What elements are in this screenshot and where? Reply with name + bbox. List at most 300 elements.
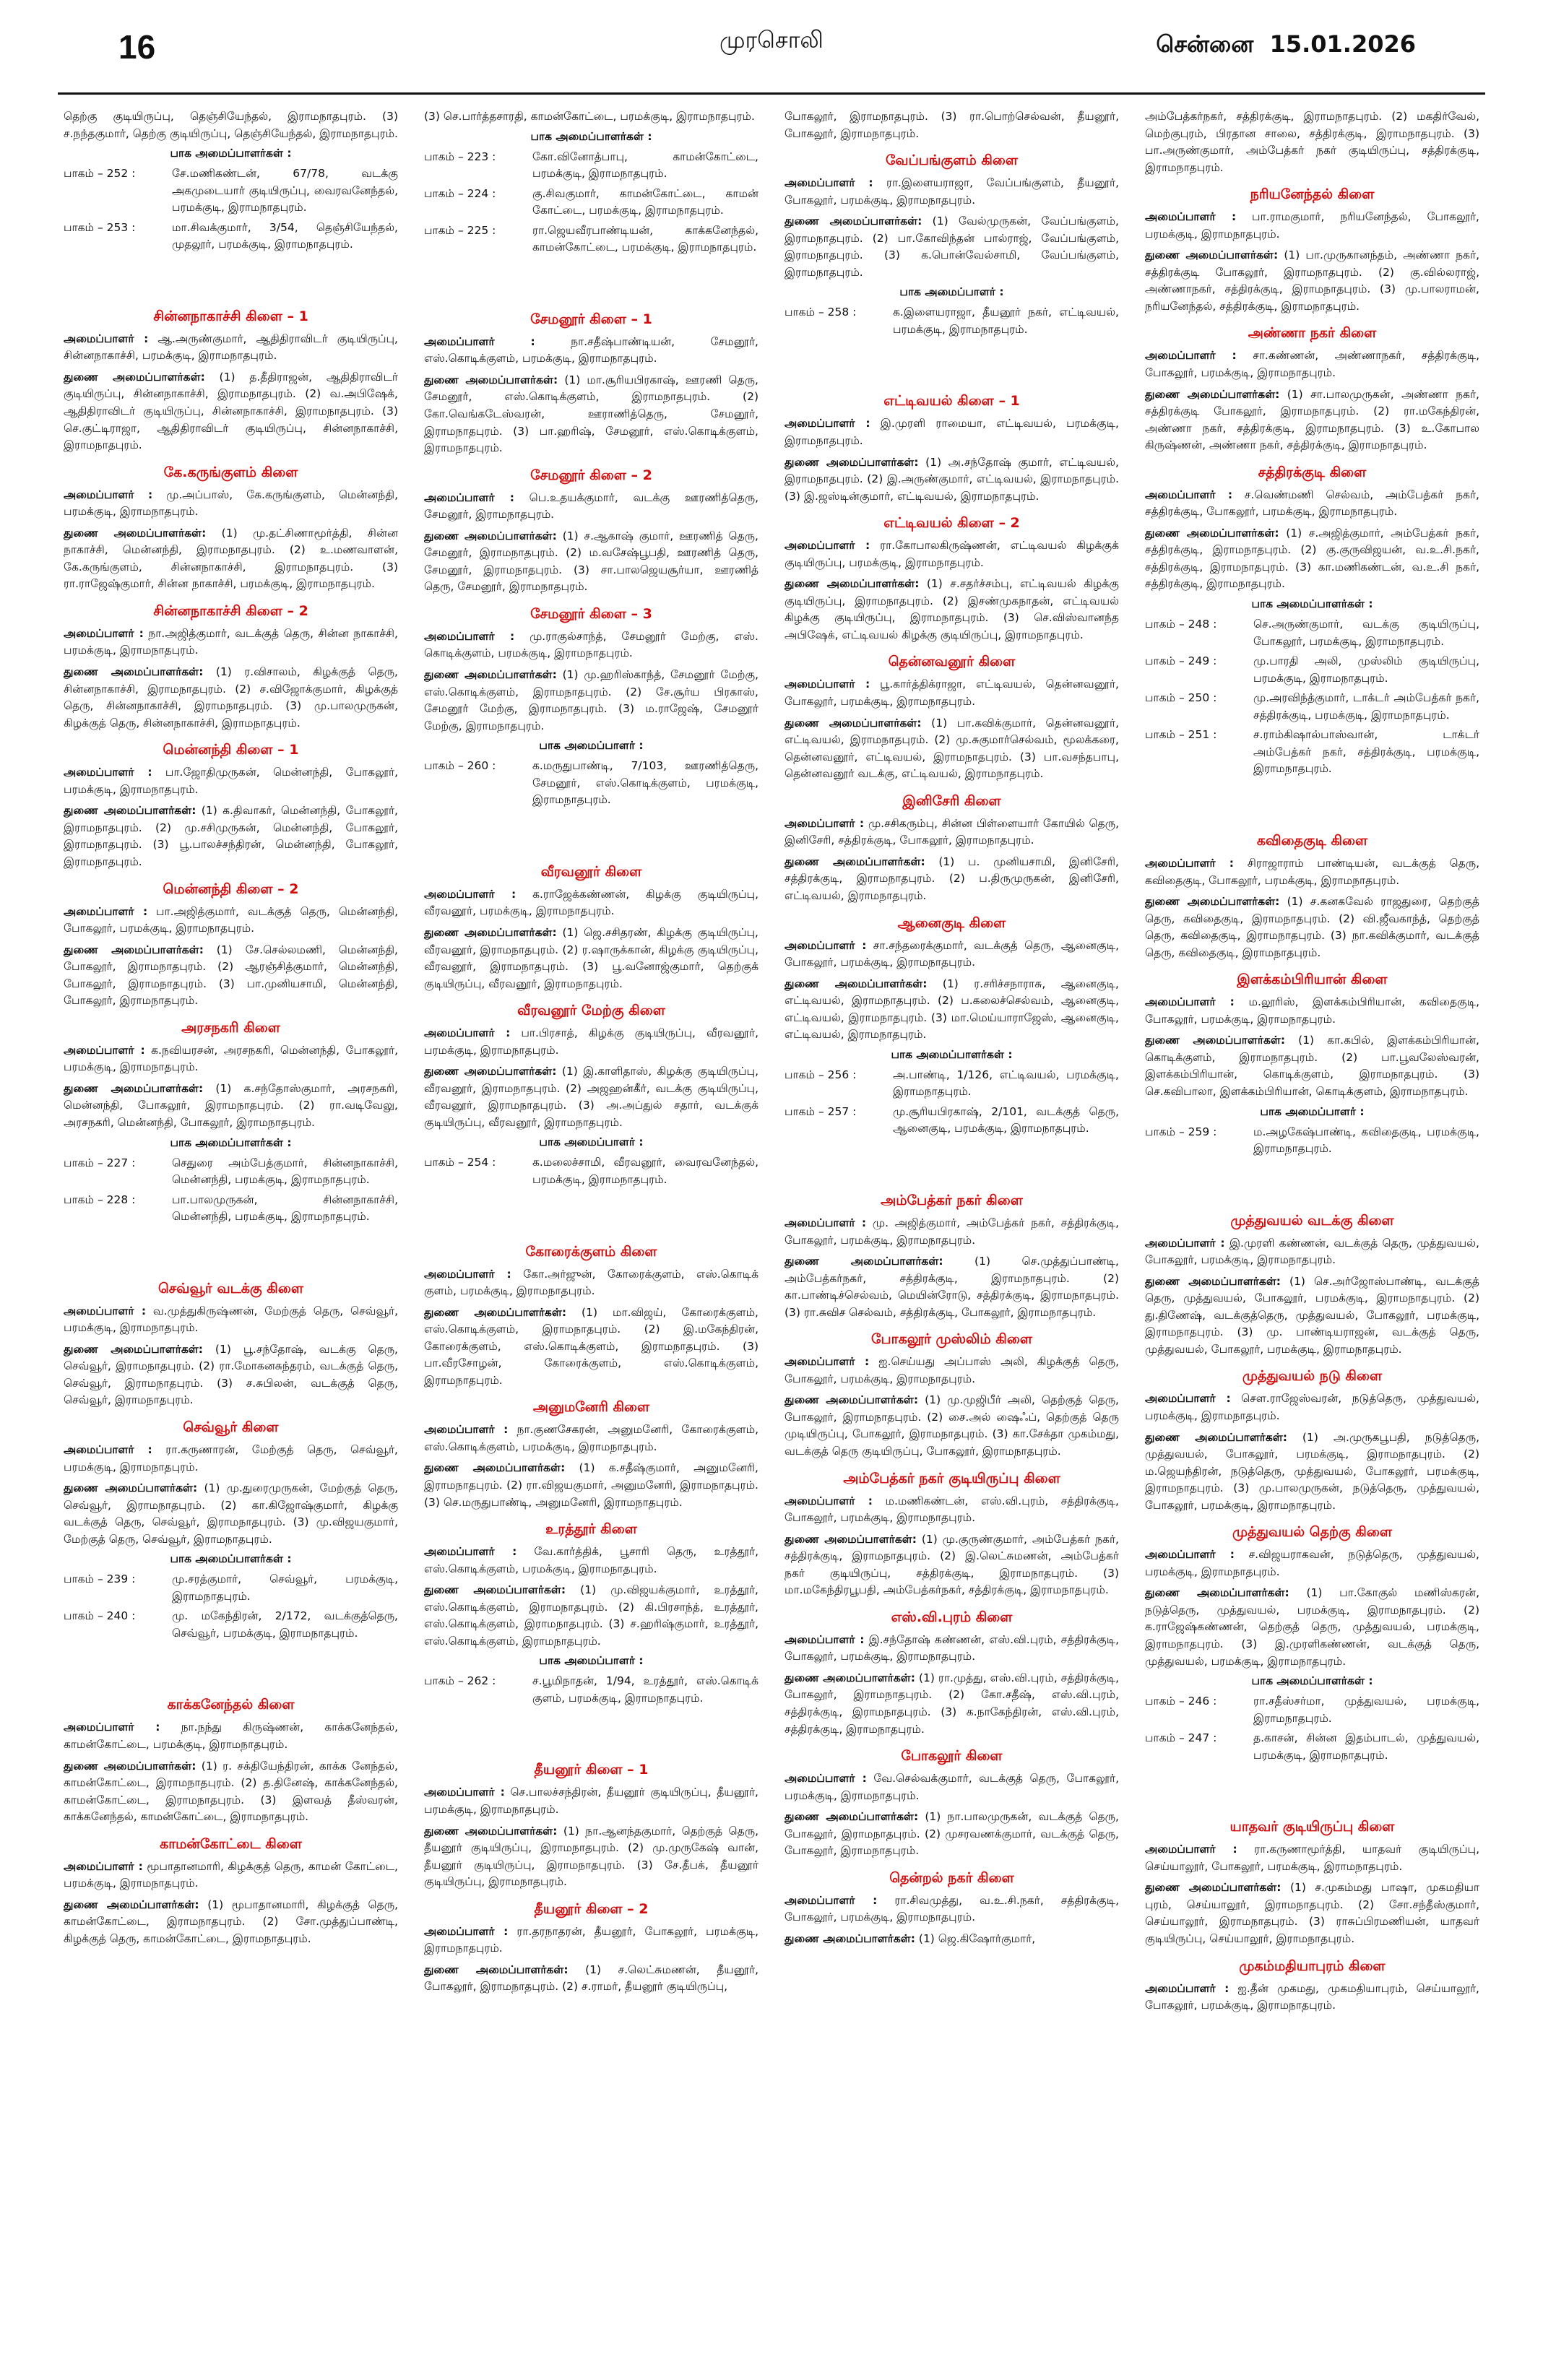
branch-heading: தென்றல் நகர் கிளை: [889, 1869, 1014, 1886]
entry-text: செள.ராஜேஸ்வரன், நடுத்தெரு, முத்துவயல், பரமக்குடி, இராமநாதபுரம்.: [1145, 1392, 1479, 1422]
member-entry: [785, 938, 1119, 972]
branch-heading: ஆனைகுடி கிளை: [897, 914, 1006, 931]
entry-text: (1) பா.கவிக்குமார், தென்னவனூர், எட்டிவயல், இராமநாதபுரம். (2) மு.சுகுமார்செல்வம், மூலக்கரை, தென்னவனூர், எட்டிவயல், இராமநாதபுரம். (3) பா.வசந்தபாபு, தென்னவனூர் வடக்கு, எட்டிவயல், இராமநாதபுரம்.: [785, 716, 1119, 781]
branch-heading: சேமனூர் கிளை – 3: [530, 605, 652, 622]
role-label: துணை அமைப்பாளர்கள்:: [1145, 1430, 1287, 1444]
entry-text: ம.மணிகண்டன், எஸ்.வி.புரம், சத்திரக்குடி, போகலூர், பரமக்குடி, இராமநாதபுரம்.: [785, 1494, 1119, 1525]
member-entry: [424, 490, 758, 524]
section-gap: [424, 1710, 758, 1752]
member-entry: [64, 802, 398, 870]
role-label: அமைப்பாளர் :: [1145, 1548, 1235, 1562]
entry-text: வே.கார்த்திக், பூசாரி தெரு, உரத்தூர், எஸ்.கொடிக்குளம், பரமக்குடி, இராமநாதபுரம்.: [424, 1545, 758, 1575]
booth-details: மு.சரத்குமார், செவ்வூர், பரமக்குடி, இராமநாதபுரம்.: [172, 1572, 398, 1603]
member-entry: [785, 1392, 1119, 1460]
entry-text: மு.சசிகரும்பு, சின்ன பிள்ளையார் கோயில் தெரு, இனிசேரி, சத்திரக்குடி, போகலூர், இராமநாதபுரம்.: [785, 816, 1119, 847]
branch-heading: இளக்கம்பிரியான் கிளை: [1237, 972, 1388, 988]
role-label: துணை அமைப்பாளர்கள்:: [785, 716, 922, 730]
entry-text: (1) அ.முருகபூபதி, நடுத்தெரு, முத்துவயல், போகலூர், பரமக்குடி, இராமநாதபுரம். (2) ம.ஜெயந்திரன், நடுத்தெரு, முத்துவயல், போகலூர், பரமக்குடி, இராமநாதபுரம். (3) மு.பாலமுருகன், நடுத்தெரு, முத்துவயல், போகலூர், பரமக்குடி, இராமநாதபுரம்.: [1145, 1430, 1479, 1512]
booth-entry: [1145, 1124, 1479, 1158]
role-label: அமைப்பாளர் :: [1145, 488, 1233, 501]
role-label: அமைப்பாளர் :: [785, 1355, 870, 1369]
member-entry: [424, 1784, 758, 1818]
member-entry: [1145, 386, 1479, 454]
member-entry: [1145, 1546, 1479, 1580]
role-label: அமைப்பாளர் :: [785, 938, 867, 952]
member-entry: [64, 525, 398, 593]
member-entry: [424, 1544, 758, 1578]
member-entry: [785, 1931, 1119, 1948]
booth-details: அ.பாண்டி, 1/126, எட்டிவயல், பரமக்குடி, இராமநாதபுரம்.: [893, 1068, 1119, 1099]
role-label: அமைப்பாளர் :: [1145, 1236, 1225, 1250]
booth-entry: [424, 1154, 758, 1188]
entry-text: (1) ச.லெட்சுமணன், தீயனூர், போகலூர், இராமநாதபுரம். (2) ச.ராமர், தீயனூர் குடியிருப்பு,: [424, 1963, 758, 1994]
member-entry: [424, 1266, 758, 1300]
booth-entry: [64, 165, 398, 217]
entry-text: செ.பாலச்சந்திரன், தீயனூர் குடியிருப்பு, தீயனூர், பரமக்குடி, இராமநாதபுரம்.: [424, 1786, 758, 1816]
member-entry: [785, 815, 1119, 849]
branch-heading: மென்னந்தி கிளை – 1: [163, 742, 299, 758]
entry-text: (1) ச.ஆகாஷ் குமார், ஊரணித் தெரு, சேமனூர், இராமநாதபுரம். (2) ம.வசேஷ்பூபதி, ஊரணித் தெரு, சேமனூர், இராமநாதபுரம். (3) சா.பாலஜெயசூர்யா, ஊரணித் தெரு, சேமனூர், இராமநாதபுரம்.: [424, 529, 758, 594]
entry-text: (1) ர.விசாலம், கிழக்குத் தெரு, சின்னநாகாச்சி, இராமநாதபுரம். (2) ச.விஜோக்குமார், கிழக்குத் தெரு, சின்னநாகாச்சி, இராமநாதபுரம். (3) மு.பாலமுருகன், கிழக்குத் தெரு, சின்னநாகாச்சி, இராமநாதபுரம்.: [64, 665, 398, 730]
section-gap: [1145, 781, 1479, 823]
role-label: துணை அமைப்பாளர்கள்:: [785, 854, 925, 868]
entry-text: வே.செல்வக்குமார், வடக்குத் தெரு, போகலூர், பரமக்குடி, இராமநாதபுரம்.: [785, 1772, 1119, 1802]
entry-text: (1) பா.முருகானந்தம், அண்ணா நகர், சத்திரக்குடி போகலூர், இராமநாதபுரம். (2) கு.வில்லராஜ், அண்ணாநகர், சத்திரக்குடி, இராமநாதபுரம். (3) மு.பாலராமன், நரியனேந்தல், சத்திரக்குடி, இராமநாதபுரம்.: [1145, 248, 1479, 313]
member-entry: [1145, 1235, 1479, 1269]
booth-details: மு.பாரதி அலி, முஸ்லிம் குடியிருப்பு, பரமக்குடி, இராமநாதபுரம்.: [1253, 654, 1479, 685]
entry-text: மு.ராகுல்சாந்த், சேமனூர் மேற்கு, எஸ். கொடிக்குளம், பரமக்குடி, இராமநாதபுரம்.: [424, 629, 758, 660]
role-label: அமைப்பாளர் :: [785, 816, 865, 830]
entry-text: மூபாதானமாரி, கிழக்குத் தெரு, காமன் கோட்டை, பரமக்குடி, இராமநாதபுரம்.: [64, 1859, 398, 1890]
member-entry: [424, 372, 758, 457]
entry-text: (1) மா.விஜய், கோரைக்குளம், எஸ்.கொடிக்குளம், இராமநாதபுரம். (2) இ.மகேந்திரன், கோரைக்குளம், எஸ்.கொடிக்குளம், இராமநாதபுரம். (3) பா.வீரசோழன், கோரைக்குளம், எஸ்.கொடிக்குளம், இராமநாதபுரம்.: [424, 1305, 758, 1387]
role-label: துணை அமைப்பாளர்கள்:: [64, 804, 196, 818]
booth-entry: [424, 758, 758, 809]
member-entry: [1145, 1273, 1479, 1359]
role-label: துணை அமைப்பாளர்கள்:: [785, 215, 922, 228]
role-label: துணை அமைப்பாளர்கள்:: [64, 526, 207, 540]
entry-text: (1) மு.ஹரிஸ்காந்த், சேமனூர் மேற்கு, எஸ்.கொடிக்குளம், இராமநாதபுரம். (2) சே.சூர்ய பிரகாஸ், சேமனூர் மேற்கு, இராமநாதபுரம். (3) ம.ராஜேஷ், சேமனூர் மேற்கு, இராமநாதபுரம்.: [424, 668, 758, 732]
role-label: துணை அமைப்பாளர்கள்:: [424, 1065, 557, 1078]
role-label: அமைப்பாளர் :: [64, 1859, 143, 1873]
branch-heading: சேமனூர் கிளை – 2: [530, 467, 652, 483]
role-label: அமைப்பாளர் :: [64, 766, 152, 779]
booth-entry: [785, 304, 1119, 338]
booth-entry: [424, 1673, 758, 1707]
column-1: [64, 108, 398, 2380]
booth-details: ம.அழகேஷ்பாண்டி, கவிதைகுடி, பரமக்குடி, இராமநாதபுரம்.: [1253, 1125, 1479, 1156]
member-entry: [785, 213, 1119, 281]
role-label: அமைப்பாளர் :: [424, 629, 515, 643]
member-entry: [64, 904, 398, 938]
entry-text: பூ.கார்த்திக்ராஜா, எட்டிவயல், தென்னவனூர், போகலூர், பரமக்குடி, இராமநாதபுரம்.: [785, 678, 1119, 709]
entry-text: (1) இ.காளிதாஸ், கிழக்கு குடியிருப்பு, வீரவனூர், இராமநாதபுரம். (2) அஜஹன்கீர், வடக்கு குடியிருப்பு, வீரவனூர், இராமநாதபுரம். (3) அ.அப்துல் சதார், வடக்குக் குடியிருப்பு, வீரவனூர், இராமநாதபுரம்.: [424, 1065, 758, 1129]
entry-text: (1) அ.சந்தோஷ் குமார், எட்டிவயல், இராமநாதபுரம். (2) இ.அருண்குமார், எட்டிவயல், இராமநாதபுரம். (3) இ.ஜஸ்டின்குமார், எட்டிவயல், இராமநாதபுரம்.: [785, 455, 1119, 503]
entry-text: அம்பேத்கர்நகர், சத்திரக்குடி, இராமநாதபுரம். (2) மகதிர்வேல், மெற்குபுரம், பிரதான சாலை, சத்திரக்குடி, இராமநாதபுரம். (3) பா.அருண்குமார், அம்பேத்கர் நகர் குடியிருப்பு, சத்திரக்குடி, இராமநாதபுரம்.: [1145, 110, 1479, 174]
booth-entry: [64, 1571, 398, 1605]
booth-entry: [1145, 690, 1479, 724]
booth-entry: [64, 1192, 398, 1226]
entry-text: (1) ர.சரிச்சநாராசு, ஆனைகுடி, எட்டிவயல், இராமநாதபுரம். (2) ப.கலைச்செல்வம், ஆனைகுடி, எட்டிவயல், இராமநாதபுரம். (3) மா.மெய்யாராஜேஸ், ஆனைகுடி, எட்டிவயல், இராமநாதபுரம்.: [785, 977, 1119, 1042]
entry-text: (3) செ.பார்த்தசாரதி, காமன்கோட்டை, பரமக்குடி, இராமநாதபுரம்.: [424, 110, 755, 123]
booth-entry: [424, 186, 758, 220]
role-label: அமைப்பாளர் :: [64, 488, 153, 501]
role-label: அமைப்பாளர் :: [424, 1026, 511, 1040]
section-subheading: பாக அமைப்பாளர்கள் :: [170, 1552, 292, 1566]
branch-heading: கோரைக்குளம் கிளை: [525, 1243, 657, 1260]
branch-heading: எட்டிவயல் கிளை – 2: [883, 515, 1020, 532]
entry-text: ரா.சிவமுத்து, வ.உ.சி.நகர், சத்திரக்குடி, போகலூர், பரமக்குடி, இராமநாதபுரம்.: [785, 1893, 1119, 1924]
entry-text: பா.ராமகுமார், நரியனேந்தல், போகலூர், பரமக்குடி, இராமநாதபுரம்.: [1145, 210, 1479, 241]
role-label: துணை அமைப்பாளர்கள்:: [64, 1759, 196, 1773]
booth-details: ரா.சதீஸ்சர்மா, முத்துவயல், பரமக்குடி, இராமநாதபுரம்.: [1253, 1695, 1479, 1725]
entry-text: பா.ஜோதிமுருகன், மென்னந்தி, போகலூர், பரமக்குடி, இராமநாதபுரம்.: [64, 766, 398, 796]
member-entry: [424, 1025, 758, 1059]
booth-details: ரா.ஜெயவீரபாண்டியன், காக்கனேந்தல், காமன்கோட்டை, பரமக்குடி, இராமநாதபுரம்.: [532, 223, 758, 254]
entry-text: (1) செ.அர்ஜோஸ்பாண்டி, வடக்குத் தெரு, முத்துவயல், போகலூர், பரமக்குடி, இராமநாதபுரம். (2) து.திணேஷ், வடக்குத்தெரு, முத்துவயல், போகலூர், பரமக்குடி, இராமநாதபுரம். (3) மு. பாண்டியராஜன், வடக்குத் தெரு, முத்துவயல், போகலூர், பரமக்குடி, இராமநாதபுரம்.: [1145, 1274, 1479, 1356]
member-entry: [64, 487, 398, 521]
entry-text: பெ.உதயக்குமார், வடக்கு ஊரணித்தெரு, சேமனூர், இராமநாதபுரம்.: [424, 490, 758, 522]
member-entry: [785, 576, 1119, 644]
entry-text: (1) ஜெ.கிஷோர்குமார்,: [918, 1931, 1036, 1945]
entry-text: (1) சே.செல்லமணி, மென்னந்தி, போகலூர், இராமநாதபுரம். (2) ஆரஞ்சித்குமார், மென்னந்தி, போகலூர், இராமநாதபுரம். (3) பா.முனியசாமி, மென்னந்தி, போகலூர், இராமநாதபுரம்.: [64, 943, 398, 1008]
booth-details: செ.அருண்குமார், வடக்கு குடியிருப்பு, போகலூர், பரமக்குடி, இராமநாதபுரம்.: [1253, 618, 1479, 648]
booth-number: பாகம் – 258 :: [785, 306, 857, 319]
booth-details: க.மலைச்சாமி, வீரவனூர், வைரவனேந்தல், பரமக்குடி, இராமநாதபுரம்.: [532, 1156, 758, 1186]
role-label: துணை அமைப்பாளர்கள்:: [1145, 1034, 1286, 1047]
entry-text: ரா.கோபாலகிருஷ்ணன், எட்டிவயல் கிழக்குக் குடியிருப்பு, பரமக்குடி, இராமநாதபுரம்.: [785, 539, 1119, 569]
role-label: துணை அமைப்பாளர்கள்:: [424, 1824, 558, 1838]
member-entry: [64, 1442, 398, 1476]
member-entry: [785, 108, 1119, 142]
role-label: அமைப்பாளர் :: [424, 1267, 511, 1281]
member-entry: [64, 1042, 398, 1076]
role-label: துணை அமைப்பாளர்கள்:: [424, 1963, 569, 1976]
booth-number: பாகம் – 253 :: [64, 220, 136, 234]
member-entry: [1145, 1981, 1479, 2015]
role-label: துணை அமைப்பாளர்கள்:: [1145, 1586, 1289, 1600]
section-gap: [424, 259, 758, 301]
booth-number: பாகம் – 249 :: [1145, 654, 1217, 668]
member-entry: [424, 1063, 758, 1131]
entry-text: (1) நா.ஆனந்தகுமார், தெற்குத் தெரு, தீயனூர் குடியிருப்பு, இராமநாதபுரம். (2) மு.முருகேஷ் வான், தீயனூர் குடியிருப்பு, இராமநாதபுரம். (3) சே.தீபக், தீயனூர் குடியிருப்பு, இராமநாதபுரம்.: [424, 1824, 758, 1889]
role-label: துணை அமைப்பாளர்கள்:: [64, 1481, 198, 1495]
role-label: அமைப்பாளர் :: [1145, 1981, 1229, 1995]
entry-text: ஆ.அருண்குமார், ஆதிதிராவிடர் குடியிருப்பு, சின்னநாகாச்சி, பரமக்குடி, இராமநாதபுரம்.: [64, 332, 398, 363]
issue-date: 15.01.2026: [1269, 30, 1416, 58]
role-label: துணை அமைப்பாளர்கள்:: [64, 665, 204, 679]
booth-entry: [785, 1067, 1119, 1101]
entry-text: ச.விஜயராகவன், நடுத்தெரு, முத்துவயல், பரமக்குடி, இராமநாதபுரம்.: [1145, 1548, 1479, 1578]
member-entry: [424, 1421, 758, 1455]
member-entry: [424, 108, 758, 126]
branch-heading: காமன்கோட்டை கிளை: [160, 1835, 302, 1852]
entry-text: (1) மு.முஜிபீர் அலி, தெற்குத் தெரு, போகலூர், இராமநாதபுரம். (2) சை.அல் ஷைஃப், தெற்குத் தெரு முடியிருப்பு, போகலூர், இராமநாதபுரம். (3) கா.சேக்தா முகம்மது, வடக்குத் தெரு குடியிருப்பு, போகலூர், இராமநாதபுரம்.: [785, 1393, 1119, 1458]
role-label: அமைப்பாளர் :: [424, 1423, 509, 1437]
entry-text: கோ.அர்ஜுன், கோரைக்குளம், எஸ்.கொடிக் குளம், பரமக்குடி, இராமநாதபுரம்.: [424, 1267, 758, 1298]
entry-text: போகலூர், இராமநாதபுரம். (3) ரா.பொற்செல்வன், தீயனூர், போகலூர், இராமநாதபுரம்.: [785, 110, 1119, 140]
branch-heading: அம்பேத்கர் நகர் குடியிருப்பு கிளை: [843, 1470, 1060, 1487]
member-entry: [785, 537, 1119, 571]
role-label: துணை அமைப்பாளர்கள்:: [64, 943, 204, 956]
member-entry: [1145, 1390, 1479, 1424]
booth-number: பாகம் – 224 :: [424, 186, 496, 200]
member-entry: [64, 664, 398, 732]
entry-text: (1) வேல்முருகன், வேப்பங்குளம், இராமநாதபுரம். (2) பா.கோவிந்தன் பால்ராஜ், வேப்பங்குளம், இராமநாதபுரம். (3) க.பொன்வேல்சாமி, வேப்பங்குளம், இராமநாதபுரம்.: [785, 215, 1119, 279]
booth-entry: [1145, 616, 1479, 650]
role-label: துணை அமைப்பாளர்கள்:: [785, 1671, 915, 1684]
branch-heading: சத்திரக்குடி கிளை: [1258, 464, 1367, 480]
member-entry: [64, 942, 398, 1010]
member-entry: [424, 886, 758, 920]
booth-details: மு.சூரியபிரகாஷ், 2/101, வடக்குத் தெரு, ஆனைகுடி, பரமக்குடி, இராமநாதபுரம்.: [893, 1104, 1119, 1135]
member-entry: [785, 715, 1119, 783]
branch-heading: போகலூர் முஸ்லிம் கிளை: [871, 1331, 1032, 1348]
booth-number: பாகம் – 227 :: [64, 1156, 136, 1169]
section-gap: [64, 1645, 398, 1687]
booth-number: பாகம் – 259 :: [1145, 1125, 1217, 1138]
role-label: துணை அமைப்பாளர்கள்:: [424, 668, 557, 682]
entry-text: (1) மு.விஜயக்குமார், உரத்தூர், எஸ்.கொடிக்குளம், இராமநாதபுரம். (2) கி.பிரசாந்த், உரத்தூர், எஸ்.கொடிக்குளம், இராமநாதபுரம். (3) ச.ஹரிஷ்குமார், உரத்தூர், எஸ்.கொடிக்குளம், இராமநாதபுரம்.: [424, 1583, 758, 1648]
entry-text: (1) க.சந்தோஸ்குமார், அரசநகரி, மென்னந்தி, போகலூர், இராமநாதபுரம். (2) ரா.வடிவேலு, அரசநகரி, மென்னந்தி, போகலூர், இராமநாதபுரம்.: [64, 1081, 398, 1129]
branch-heading: காக்கனேந்தல் கிளை: [167, 1697, 295, 1713]
member-entry: [64, 108, 398, 142]
entry-text: ச.வெண்மணி செல்வம், அம்பேத்கர் நகர், சத்திரக்குடி, போகலூர், பரமக்குடி, இராமநாதபுரம்.: [1145, 488, 1479, 519]
entry-text: ஐ.செய்யது அப்பாஸ் அலி, கிழக்குத் தெரு, போகலூர், பரமக்குடி, இராமநாதபுரம்.: [785, 1355, 1119, 1385]
entry-text: இ.முரளி ராமையா, எட்டிவயல், பரமக்குடி, இராமநாதபுரம்.: [785, 417, 1119, 448]
role-label: அமைப்பாளர் :: [424, 334, 535, 348]
role-label: அமைப்பாளர் :: [64, 1043, 145, 1057]
member-entry: [64, 1081, 398, 1132]
booth-entry: [424, 222, 758, 256]
entry-text: ரா.தரநாதரன், தீயனூர், போகலூர், பரமக்குடி, இராமநாதபுரம்.: [424, 1924, 758, 1955]
booth-details: மு. மகேந்திரன், 2/172, வடக்குத்தெரு, செவ்வூர், பரமக்குடி, இராமநாதபுரம்.: [172, 1609, 398, 1640]
branch-heading: அண்ணா நகர் கிளை: [1248, 325, 1377, 342]
entry-text: நா.குணசேகரன், அனுமனேரி, கோரைக்குளம், எஸ்.கொடிக்குளம், பரமக்குடி, இராமநாதபுரம்.: [424, 1423, 758, 1453]
booth-number: பாகம் – 250 :: [1145, 691, 1217, 705]
entry-text: (1) ச.அஜித்குமார், அம்பேத்கர் நகர், சத்திரக்குடி, இராமநாதபுரம். (2) கு.குருவிஜயன், வ.உ.சி.நகர், சத்திரக்குடி, இராமநாதபுரம். (3) கா.மணிகண்டன், வ.உ.சி நகர், சத்திரக்குடி, இராமநாதபுரம்.: [1145, 526, 1479, 591]
branch-heading: கே.கருங்குளம் கிளை: [163, 464, 298, 480]
member-entry: [785, 454, 1119, 506]
member-entry: [424, 528, 758, 596]
booth-entry: [1145, 1693, 1479, 1727]
section-subheading: பாக அமைப்பாளர் :: [539, 1654, 644, 1668]
section-gap: [1145, 1161, 1479, 1203]
role-label: துணை அமைப்பாளர்கள்:: [785, 455, 919, 469]
member-entry: [1145, 487, 1479, 521]
booth-entry: [1145, 1730, 1479, 1764]
booth-details: ச.ராம்கிஷால்பாஸ்வான், டாக்டர் அம்பேத்கர் நகர், சத்திரக்குடி, பரமக்குடி, இராமநாதபுரம்.: [1253, 728, 1479, 776]
branch-heading: செவ்வூர் கிளை: [183, 1419, 279, 1435]
booth-details: கோ.வினோத்பாபு, காமன்கோட்டை, பரமக்குடி, இராமநாதபுரம்.: [532, 150, 758, 181]
member-entry: [1145, 994, 1479, 1028]
newspaper-name: முரசொலி: [719, 26, 824, 53]
role-label: அமைப்பாளர் :: [1145, 856, 1235, 870]
member-entry: [1145, 1879, 1479, 1947]
role-label: துணை அமைப்பாளர்கள்:: [424, 373, 558, 386]
role-label: அமைப்பாளர் :: [424, 1786, 505, 1799]
member-entry: [785, 1493, 1119, 1527]
section-gap: [785, 1141, 1119, 1182]
role-label: அமைப்பாளர் :: [785, 1893, 878, 1907]
branch-heading: மென்னந்தி கிளை – 2: [163, 880, 299, 897]
booth-number: பாகம் – 240 :: [64, 1609, 136, 1623]
entry-text: ரா.கருணாரன், மேற்குத் தெரு, செவ்வூர், பரமக்குடி, இராமநாதபுரம்.: [64, 1442, 398, 1474]
entry-text: பா.பிரசாத், கிழக்கு குடியிருப்பு, வீரவனூர், பரமக்குடி, இராமநாதபுரம்.: [424, 1026, 758, 1057]
role-label: துணை அமைப்பாளர்கள்:: [424, 1461, 566, 1475]
booth-number: பாகம் – 262 :: [424, 1674, 496, 1688]
booth-entry: [64, 1155, 398, 1189]
entry-text: (1) ச.சதர்ச்சம்பு, எட்டிவயல் கிழக்கு குடியிருப்பு, இராமநாதபுரம். (2) இசண்முகநாதன், எட்டிவயல் கிழக்கு குடியிருப்பு, இராமநாதபுரம். (3) செ.விஸ்வானந்த அபிஷேக், எட்டிவயல் கிழக்கு குடியிருப்பு, இராமநாதபுரம்.: [785, 577, 1119, 641]
booth-number: பாகம் – 246 :: [1145, 1695, 1217, 1708]
booth-number: பாகம் – 228 :: [64, 1193, 136, 1206]
section-gap: [785, 341, 1119, 383]
member-entry: [785, 1632, 1119, 1666]
role-label: அமைப்பாளர் :: [785, 678, 870, 691]
branch-heading: போகலூர் கிளை: [901, 1748, 1003, 1765]
section-gap: [1145, 1767, 1479, 1809]
booth-number: பாகம் – 252 :: [64, 167, 136, 181]
role-label: துணை அமைப்பாளர்கள்:: [1145, 1881, 1281, 1895]
column-3: [785, 108, 1119, 2380]
role-label: துணை அமைப்பாளர்கள்:: [785, 1532, 917, 1546]
entry-text: (1) ர. சக்தியேந்திரன், காக்க னேந்தல், காமன்கோட்டை, இராமநாதபுரம். (2) த.தினேஷ், காக்கனேந்தல், காமன்கோட்டை, இராமநாதபுரம். (3) இளவத் தீஸ்வரன், காக்கனேந்தல், காமன்கோட்டை, இராமநாதபுரம்.: [64, 1759, 398, 1824]
role-label: அமைப்பாளர் :: [785, 1494, 873, 1507]
member-entry: [424, 1924, 758, 1957]
member-entry: [424, 1962, 758, 1996]
member-entry: [1145, 1585, 1479, 1670]
entry-text: நா.சதீஷ்பாண்டியன், சேமனூர், எஸ்.கொடிக்குளம், பரமக்குடி, இராமநாதபுரம்.: [424, 334, 758, 365]
booth-number: பாகம் – 251 :: [1145, 728, 1217, 742]
member-entry: [785, 1253, 1119, 1321]
section-gap: [64, 1229, 398, 1271]
section-subheading: பாக அமைப்பாளர்கள் :: [1251, 1674, 1373, 1688]
entry-text: நா.அஜித்குமார், வடக்குத் தெரு, சின்ன நாகாச்சி, பரமக்குடி, இராமநாதபுரம்.: [64, 626, 398, 657]
branch-heading: முகம்மதியாபுரம் கிளை: [1239, 1957, 1386, 1974]
branch-heading: முத்துவயல் வடக்கு கிளை: [1230, 1212, 1394, 1229]
member-entry: [785, 676, 1119, 710]
booth-entry: [64, 220, 398, 254]
branch-heading: முத்துவயல் தெற்கு கிளை: [1232, 1524, 1392, 1541]
role-label: துணை அமைப்பாளர்கள்:: [785, 1255, 943, 1268]
member-entry: [424, 628, 758, 662]
booth-number: பாகம் – 225 :: [424, 223, 496, 237]
entry-text: (1) த.தீதிராஜன், ஆதிதிராவிடர் குடியிருப்பு, சின்னநாகாச்சி, இராமநாதபுரம். (2) வ.அபிஷேக், ஆதிதிராவிடர் குடியிருப்பு, சின்னநாகாச்சி, இராமநாதபுரம். (3) செ.குட்டிராஜா, ஆதிதிராவிடர் குடியிருப்பு, சின்னநாகாச்சி, இராமநாதபுரம்.: [64, 370, 398, 452]
booth-details: சே.மணிகண்டன், 67/78, வடக்கு அகமுடையார் குடியிருப்பு, வைரவனேந்தல், பரமக்குடி, இராமநாதபுரம்.: [172, 167, 398, 215]
masthead: [58, 0, 1485, 95]
role-label: துணை அமைப்பாளர்கள்:: [424, 1305, 567, 1319]
member-entry: [424, 925, 758, 992]
role-label: அமைப்பாளர் :: [64, 1721, 160, 1734]
booth-entry: [785, 1104, 1119, 1138]
booth-number: பாகம் – 256 :: [785, 1068, 857, 1081]
entry-text: (1) சா.பாலமுருகன், அண்ணா நகர், சத்திரக்குடி போகலூர், இராமநாதபுரம். (2) ரா.மகேந்திரன், அண்ணா நகர், சத்திரக்குடி, இராமநாதபுரம். (3) உ.கோபால கிருஷ்ணன், அண்ணா நகர், சத்திரக்குடி, இராமநாதபுரம்.: [1145, 387, 1479, 452]
member-entry: [1145, 525, 1479, 593]
entry-text: இ.முரளி கண்ணன், வடக்குத் தெரு, முத்துவயல், போகலூர், பரமக்குடி, இராமநாதபுரம்.: [1145, 1236, 1479, 1267]
member-entry: [1145, 347, 1479, 381]
member-entry: [785, 1670, 1119, 1738]
section-subheading: பாக அமைப்பாளர்கள் :: [891, 1047, 1013, 1061]
booth-number: பாகம் – 247 :: [1145, 1731, 1217, 1745]
entry-text: இ.சந்தோஷ் கண்ணன், எஸ்.வி.புரம், சத்திரக்குடி, போகலூர், பரமக்குடி, இராமநாதபுரம்.: [785, 1632, 1119, 1663]
member-entry: [785, 1770, 1119, 1804]
role-label: துணை அமைப்பாளர்கள்:: [64, 1081, 204, 1095]
section-subheading: பாக அமைப்பாளர் :: [1260, 1104, 1365, 1118]
booth-details: கு.சிவகுமார், காமன்கோட்டை, காமன் கோட்டை, பரமக்குடி, இராமநாதபுரம்.: [532, 186, 758, 217]
section-subheading: பாக அமைப்பாளர்கள் :: [170, 1135, 292, 1149]
entry-text: தெற்கு குடியிருப்பு, தெஞ்சியேந்தல், இராமநாதபுரம். (3) ச.நந்தகுமார், தெற்கு குடியிருப்பு, தெஞ்சியேந்தல், இராமநாதபுரம்.: [64, 110, 398, 140]
section-subheading: பாக அமைப்பாளர்கள் :: [530, 129, 652, 143]
member-entry: [64, 1758, 398, 1826]
member-entry: [785, 1531, 1119, 1599]
member-entry: [1145, 893, 1479, 961]
member-entry: [785, 1215, 1119, 1249]
entry-text: வ.முத்துகிருஷ்ணன், மேற்குத் தெரு, செவ்வூர், பரமக்குடி, இராமநாதபுரம்.: [64, 1304, 398, 1335]
branch-heading: நரியனேந்தல் கிளை: [1250, 186, 1375, 203]
branch-heading: எட்டிவயல் கிளை – 1: [883, 393, 1020, 410]
column-2: [424, 108, 758, 2380]
role-label: அமைப்பாளர் :: [64, 1442, 152, 1456]
entry-text: (1) ரா.முத்து, எஸ்.வி.புரம், சத்திரக்குடி, போகலூர், இராமநாதபுரம். (2) கோ.சதீஷ், எஸ்.வி.புரம், சத்திரக்குடி, இராமநாதபுரம். (3) க.நாகேந்திரன், எஸ்.வி.புரம், சத்திரக்குடி, இராமநாதபுரம்.: [785, 1671, 1119, 1736]
role-label: அமைப்பாளர் :: [64, 904, 148, 918]
booth-number: பாகம் – 239 :: [64, 1572, 136, 1586]
member-entry: [785, 1354, 1119, 1388]
entry-text: ம.லூரிஸ், இளக்கம்பிரியான், கவிதைகுடி, போகலூர், பரமக்குடி, இராமநாதபுரம்.: [1145, 995, 1479, 1026]
section-subheading: பாக அமைப்பாளர் :: [539, 739, 644, 753]
booth-details: பா.பாலமுருகன், சின்னநாகாச்சி, மென்னந்தி, பரமக்குடி, இராமநாதபுரம்.: [172, 1193, 398, 1224]
booth-details: த.காசன், சின்ன இதம்பாடல், முத்துவயல், பரமக்குடி, இராமநாதபுரம்.: [1253, 1731, 1479, 1762]
member-entry: [424, 1460, 758, 1511]
role-label: அமைப்பாளர் :: [1145, 210, 1237, 224]
role-label: அமைப்பாளர் :: [785, 1772, 867, 1786]
member-entry: [64, 1858, 398, 1892]
role-label: துணை அமைப்பாளர்கள்:: [1145, 895, 1280, 909]
role-label: அமைப்பாளர் :: [64, 626, 144, 640]
member-entry: [64, 1897, 398, 1948]
role-label: அமைப்பாளர் :: [785, 1216, 867, 1229]
role-label: துணை அமைப்பாளர்கள்:: [785, 577, 920, 591]
role-label: அமைப்பாளர் :: [785, 1632, 865, 1646]
role-label: துணை அமைப்பாளர்கள்:: [424, 1583, 566, 1597]
entry-text: சா.சந்தரைக்குமார், வடக்குத் தெரு, ஆனைகுடி, போகலூர், பரமக்குடி, இராமநாதபுரம்.: [785, 938, 1119, 969]
column-4: [1145, 108, 1479, 2380]
page-number: 16: [118, 28, 156, 66]
branch-heading: சின்னநாகாச்சி கிளை – 1: [153, 308, 308, 324]
entry-text: (1) செ.முத்துப்பாண்டி, அம்பேத்கர்நகர், சத்திரக்குடி, இராமநாதபுரம். (2) கா.பாண்டிச்செல்வம், மெயின்ரோடு, சத்திரக்குடி, இராமநாதபுரம். (3) ரா.சுவிச செல்வம், சத்திரக்குடி, போகலூர், இராமநாதபுரம்.: [785, 1255, 1119, 1319]
section-gap: [64, 256, 398, 298]
booth-entry: [1145, 653, 1479, 687]
section-gap: [424, 812, 758, 854]
booth-details: க.மருதுபாண்டி, 7/103, ஊரணித்தெரு, சேமனூர், எஸ்.கொடிக்குளம், பரமக்குடி, இராமநாதபுரம்.: [532, 759, 758, 807]
member-entry: [1145, 1429, 1479, 1515]
entry-text: (1) ப. முனியசாமி, இனிசேரி, சத்திரக்குடி, இராமநாதபுரம். (2) ப.திருமுருகன், இனிசேரி, எட்டிவயல், இராமநாதபுரம்.: [785, 854, 1119, 902]
branch-heading: சின்னநாகாச்சி கிளை – 2: [153, 602, 308, 619]
member-entry: [64, 369, 398, 454]
booth-details: க.இளையராஜா, தீயனூர் நகர், எட்டிவயல், பரமக்குடி, இராமநாதபுரம்.: [893, 306, 1119, 336]
role-label: துணை அமைப்பாளர்கள்:: [64, 370, 205, 384]
booth-number: பாகம் – 254 :: [424, 1156, 496, 1169]
branch-heading: அரசநகரி கிளை: [181, 1019, 280, 1036]
member-entry: [785, 1892, 1119, 1926]
entry-text: க.நவியரசன், அரசநகரி, மென்னந்தி, போகலூர், பரமக்குடி, இராமநாதபுரம்.: [64, 1043, 398, 1074]
member-entry: [1145, 209, 1479, 243]
booth-details: மு.அரவிந்த்குமார், டாக்டர் அம்பேத்கர் நகர், சத்திரக்குடி, பரமக்குடி, இராமநாதபுரம்.: [1253, 691, 1479, 722]
booth-entry: [1145, 727, 1479, 778]
member-entry: [424, 1304, 758, 1390]
member-entry: [424, 667, 758, 735]
entry-text: ரா.கருணாமூர்த்தி, யாதவர் குடியிருப்பு, செய்யாலூர், போகலூர், பரமக்குடி, இராமநாதபுரம்.: [1145, 1843, 1479, 1873]
entry-text: (1) மூபாதானமாரி, கிழக்குத் தெரு, காமன்கோட்டை, இராமநாதபுரம். (2) சோ.முத்துப்பாண்டி, கிழக்குத் தெரு, காமன்கோட்டை, இராமநாதபுரம்.: [64, 1897, 398, 1945]
